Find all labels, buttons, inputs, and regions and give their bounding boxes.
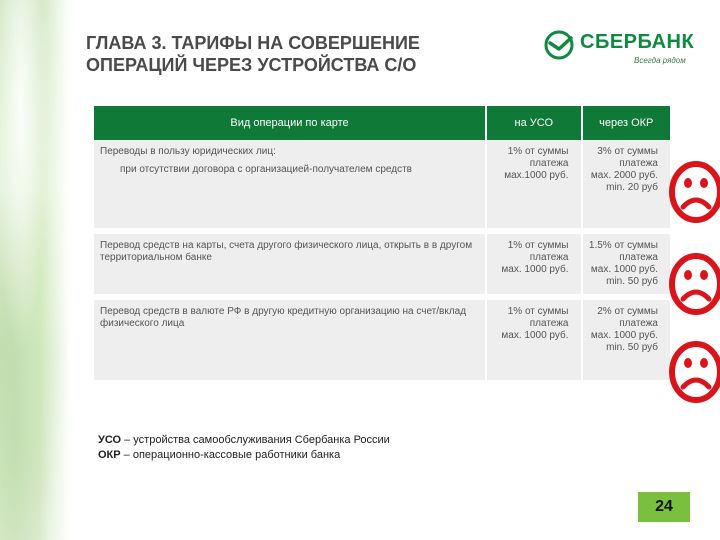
- sad-face-icon: [666, 252, 720, 316]
- header-uso: на УСО: [487, 106, 582, 140]
- uso-value: 1% от суммы: [507, 240, 569, 251]
- legend-definition: – устройства самообслуживания Сбербанка России: [121, 434, 390, 446]
- okr-value: мах. 1000 руб.: [590, 264, 658, 275]
- legend-definition: – операционно-кассовые работники банка: [120, 449, 341, 461]
- page-title: [86, 32, 516, 76]
- uso-cell: [487, 234, 582, 300]
- uso-value: мах. 1000 руб.: [501, 264, 569, 275]
- okr-value: min. 20 руб: [606, 182, 658, 193]
- table-row: [94, 300, 670, 386]
- okr-cell: [583, 140, 671, 234]
- sberbank-logo: [544, 28, 694, 68]
- logo-name: СБЕРБАНК: [580, 31, 695, 53]
- okr-cell: [583, 300, 671, 386]
- okr-value: платежа: [619, 318, 658, 329]
- uso-value: платежа: [529, 252, 569, 263]
- title-line-2: ОПЕРАЦИЙ ЧЕРЕЗ УСТРОЙСТВА С/О: [86, 55, 417, 75]
- sad-face-icon: [666, 340, 720, 404]
- operation-text: Перевод средств на карты, счета другого физического лица, открыть в в другом территориальном банке: [100, 240, 473, 263]
- uso-value: мах.1000 руб.: [504, 170, 569, 181]
- operation-cell: [94, 300, 487, 386]
- sad-face-icon: [666, 160, 720, 224]
- logo-slogan: Всегда рядом: [634, 56, 686, 65]
- table-header-row: [94, 106, 670, 140]
- operation-subtext: при отсутствии договора с организацией-получателем средств: [120, 164, 412, 175]
- uso-cell: [487, 140, 582, 234]
- okr-value: 3% от суммы: [597, 146, 658, 157]
- legend-okr: [98, 448, 390, 463]
- uso-value: мах. 1000 руб.: [501, 330, 569, 341]
- operation-text: Переводы в пользу юридических лиц:: [100, 146, 276, 157]
- uso-value: 1% от суммы: [507, 306, 569, 317]
- okr-cell: [583, 234, 671, 300]
- table-row: [94, 140, 670, 234]
- uso-value: платежа: [529, 158, 569, 169]
- operation-text: Перевод средств в валюте РФ в другую кредитную организацию на счет/вклад физического лица: [100, 306, 467, 329]
- header-okr: через ОКР: [583, 106, 671, 140]
- okr-value: платежа: [619, 158, 658, 169]
- sberbank-logo-icon: [544, 30, 574, 60]
- okr-value: min. 50 руб: [606, 342, 658, 353]
- decorative-background: [0, 0, 70, 540]
- header-operation: Вид операции по карте: [94, 106, 487, 140]
- page-number: 24: [638, 492, 690, 522]
- uso-value: платежа: [529, 318, 569, 329]
- okr-value: 2% от суммы: [597, 306, 658, 317]
- okr-value: 1.5% от суммы: [588, 240, 658, 251]
- title-line-1: ГЛАВА 3. ТАРИФЫ НА СОВЕРШЕНИЕ: [86, 33, 420, 53]
- table-row: [94, 234, 670, 300]
- okr-value: min. 50 руб: [606, 276, 658, 287]
- legend-term: ОКР: [98, 449, 121, 461]
- legend-term: УСО: [98, 434, 122, 446]
- operation-cell: [94, 234, 487, 300]
- uso-cell: [487, 300, 582, 386]
- legend-uso: [98, 433, 390, 448]
- okr-value: мах. 2000 руб.: [590, 170, 658, 181]
- operation-cell: [94, 140, 487, 234]
- abbreviation-legend: [98, 433, 390, 463]
- okr-value: мах. 1000 руб.: [590, 330, 658, 341]
- okr-value: платежа: [619, 252, 658, 263]
- tariff-table: [94, 106, 670, 386]
- uso-value: 1% от суммы: [507, 146, 569, 157]
